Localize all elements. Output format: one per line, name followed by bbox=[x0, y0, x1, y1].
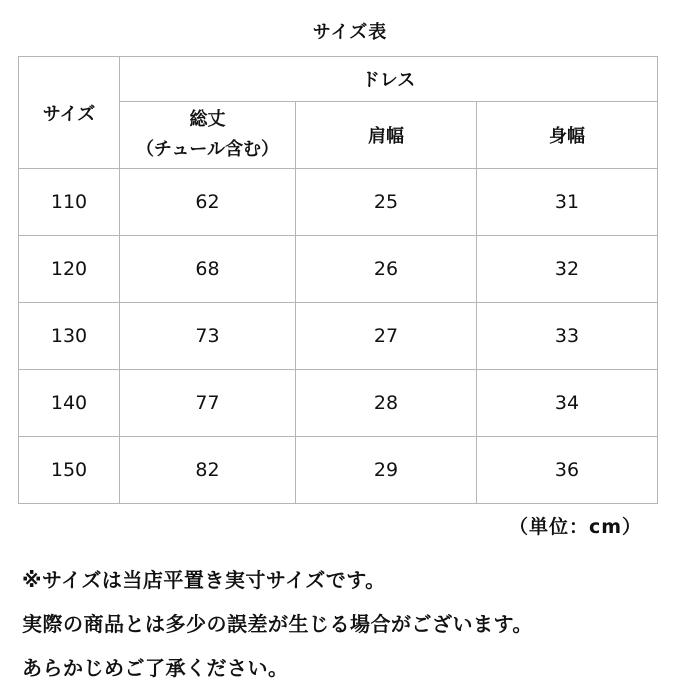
shoulder-cell: 28 bbox=[296, 370, 477, 437]
size-cell: 110 bbox=[19, 169, 120, 236]
table-row bbox=[19, 169, 658, 236]
length-cell: 62 bbox=[120, 169, 296, 236]
size-cell: 150 bbox=[19, 437, 120, 504]
table-row bbox=[19, 437, 658, 504]
size-cell: 120 bbox=[19, 236, 120, 303]
length-column-header bbox=[120, 102, 296, 169]
shoulder-cell: 29 bbox=[296, 437, 477, 504]
table-header-row bbox=[19, 57, 658, 102]
dress-group-header: ドレス bbox=[120, 57, 658, 102]
note-line: あらかじめご了承ください。 bbox=[22, 656, 289, 680]
shoulder-cell: 27 bbox=[296, 303, 477, 370]
notes bbox=[22, 558, 692, 690]
size-cell: 140 bbox=[19, 370, 120, 437]
note-line: ※サイズは当店平置き実寸サイズです。 bbox=[22, 568, 386, 592]
length-cell: 68 bbox=[120, 236, 296, 303]
body-width-column-header: 身幅 bbox=[477, 102, 658, 169]
size-table bbox=[18, 56, 658, 504]
page-title: サイズ表 bbox=[312, 22, 388, 43]
size-cell: 130 bbox=[19, 303, 120, 370]
size-column-header: サイズ bbox=[19, 57, 120, 169]
shoulder-column-header: 肩幅 bbox=[296, 102, 477, 169]
length-cell: 82 bbox=[120, 437, 296, 504]
shoulder-cell: 25 bbox=[296, 169, 477, 236]
unit-note: （単位：cm） bbox=[508, 516, 642, 538]
length-label: 総丈 bbox=[189, 109, 226, 130]
length-cell: 77 bbox=[120, 370, 296, 437]
table-row bbox=[19, 370, 658, 437]
width-cell: 31 bbox=[477, 169, 658, 236]
width-cell: 36 bbox=[477, 437, 658, 504]
length-sublabel: （チュール含む） bbox=[135, 139, 280, 160]
table-row bbox=[19, 303, 658, 370]
width-cell: 32 bbox=[477, 236, 658, 303]
width-cell: 34 bbox=[477, 370, 658, 437]
table-row bbox=[19, 236, 658, 303]
shoulder-cell: 26 bbox=[296, 236, 477, 303]
width-cell: 33 bbox=[477, 303, 658, 370]
note-line: 実際の商品とは多少の誤差が生じる場合がございます。 bbox=[22, 612, 533, 636]
length-cell: 73 bbox=[120, 303, 296, 370]
